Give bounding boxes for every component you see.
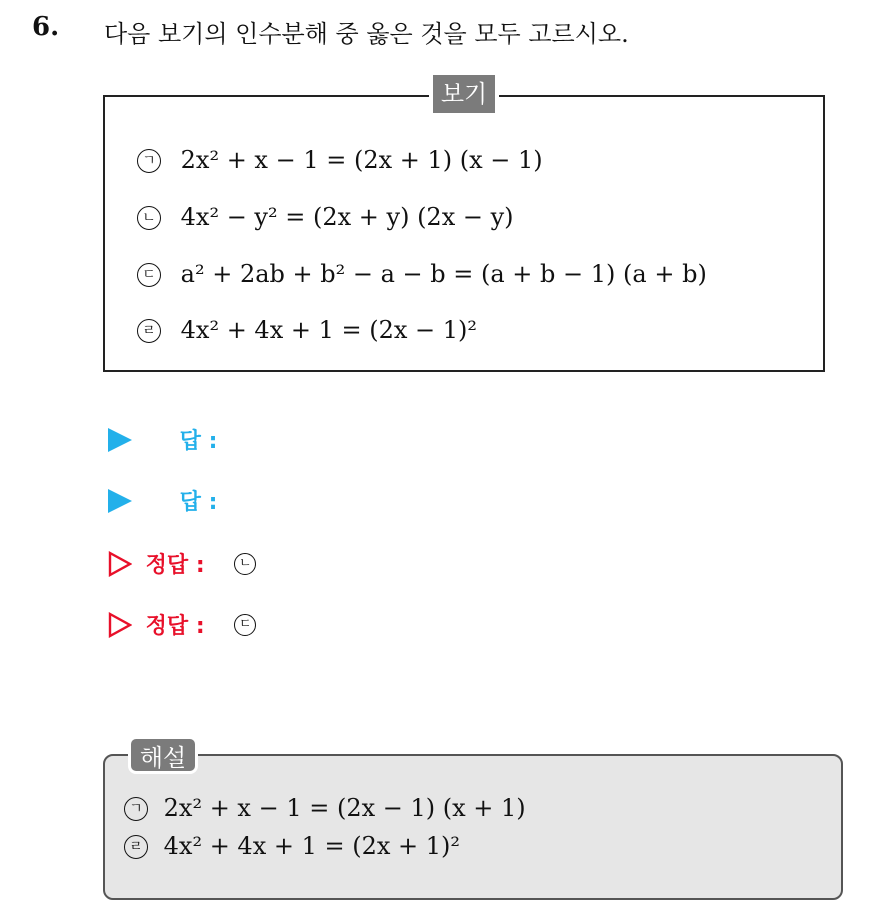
bogi-expression: 4x² + 4x + 1 = (2x − 1)² xyxy=(180,316,478,344)
solution-expression: 2x² + x − 1 = (2x − 1) (x + 1) xyxy=(163,794,526,822)
bogi-expression: 2x² + x − 1 = (2x + 1) (x − 1) xyxy=(180,146,543,174)
correct-answer-label: 정답 : xyxy=(145,614,205,639)
answer-row xyxy=(108,485,217,516)
correct-answer-row xyxy=(108,609,256,640)
bogi-item xyxy=(137,316,477,344)
solution-box xyxy=(103,754,843,900)
correct-answer-marker: ㄷ xyxy=(234,614,256,636)
solution-line xyxy=(124,794,526,822)
bogi-item xyxy=(137,146,543,174)
bogi-item xyxy=(137,260,707,288)
outline-triangle-icon xyxy=(108,551,132,577)
bogi-label: 보기 xyxy=(429,75,499,113)
bogi-expression: a² + 2ab + b² − a − b = (a + b − 1) (a + b) xyxy=(180,260,707,288)
circled-marker: ㄴ xyxy=(137,206,161,230)
correct-answer-marker: ㄴ xyxy=(234,553,256,575)
question-number: 6. xyxy=(32,12,60,42)
correct-answer-label: 정답 : xyxy=(145,553,205,578)
outline-triangle-icon xyxy=(108,612,132,638)
circled-marker: ㄹ xyxy=(137,319,161,343)
circled-marker: ㄱ xyxy=(124,797,148,821)
circled-marker: ㄱ xyxy=(137,149,161,173)
answer-label: 답 : xyxy=(179,429,218,454)
answer-arrow-icon xyxy=(108,489,132,513)
circled-marker: ㄷ xyxy=(137,263,161,287)
answer-arrow-icon xyxy=(108,428,132,452)
answer-row xyxy=(108,424,217,455)
bogi-expression: 4x² − y² = (2x + y) (2x − y) xyxy=(180,203,514,231)
bogi-item xyxy=(137,203,514,231)
solution-line xyxy=(124,832,460,860)
answer-label: 답 : xyxy=(179,490,218,515)
question-text: 다음 보기의 인수분해 중 옳은 것을 모두 고르시오. xyxy=(104,20,629,48)
solution-expression: 4x² + 4x + 1 = (2x + 1)² xyxy=(163,832,461,860)
correct-answer-row xyxy=(108,548,256,579)
solution-label: 해설 xyxy=(128,736,198,774)
circled-marker: ㄹ xyxy=(124,835,148,859)
